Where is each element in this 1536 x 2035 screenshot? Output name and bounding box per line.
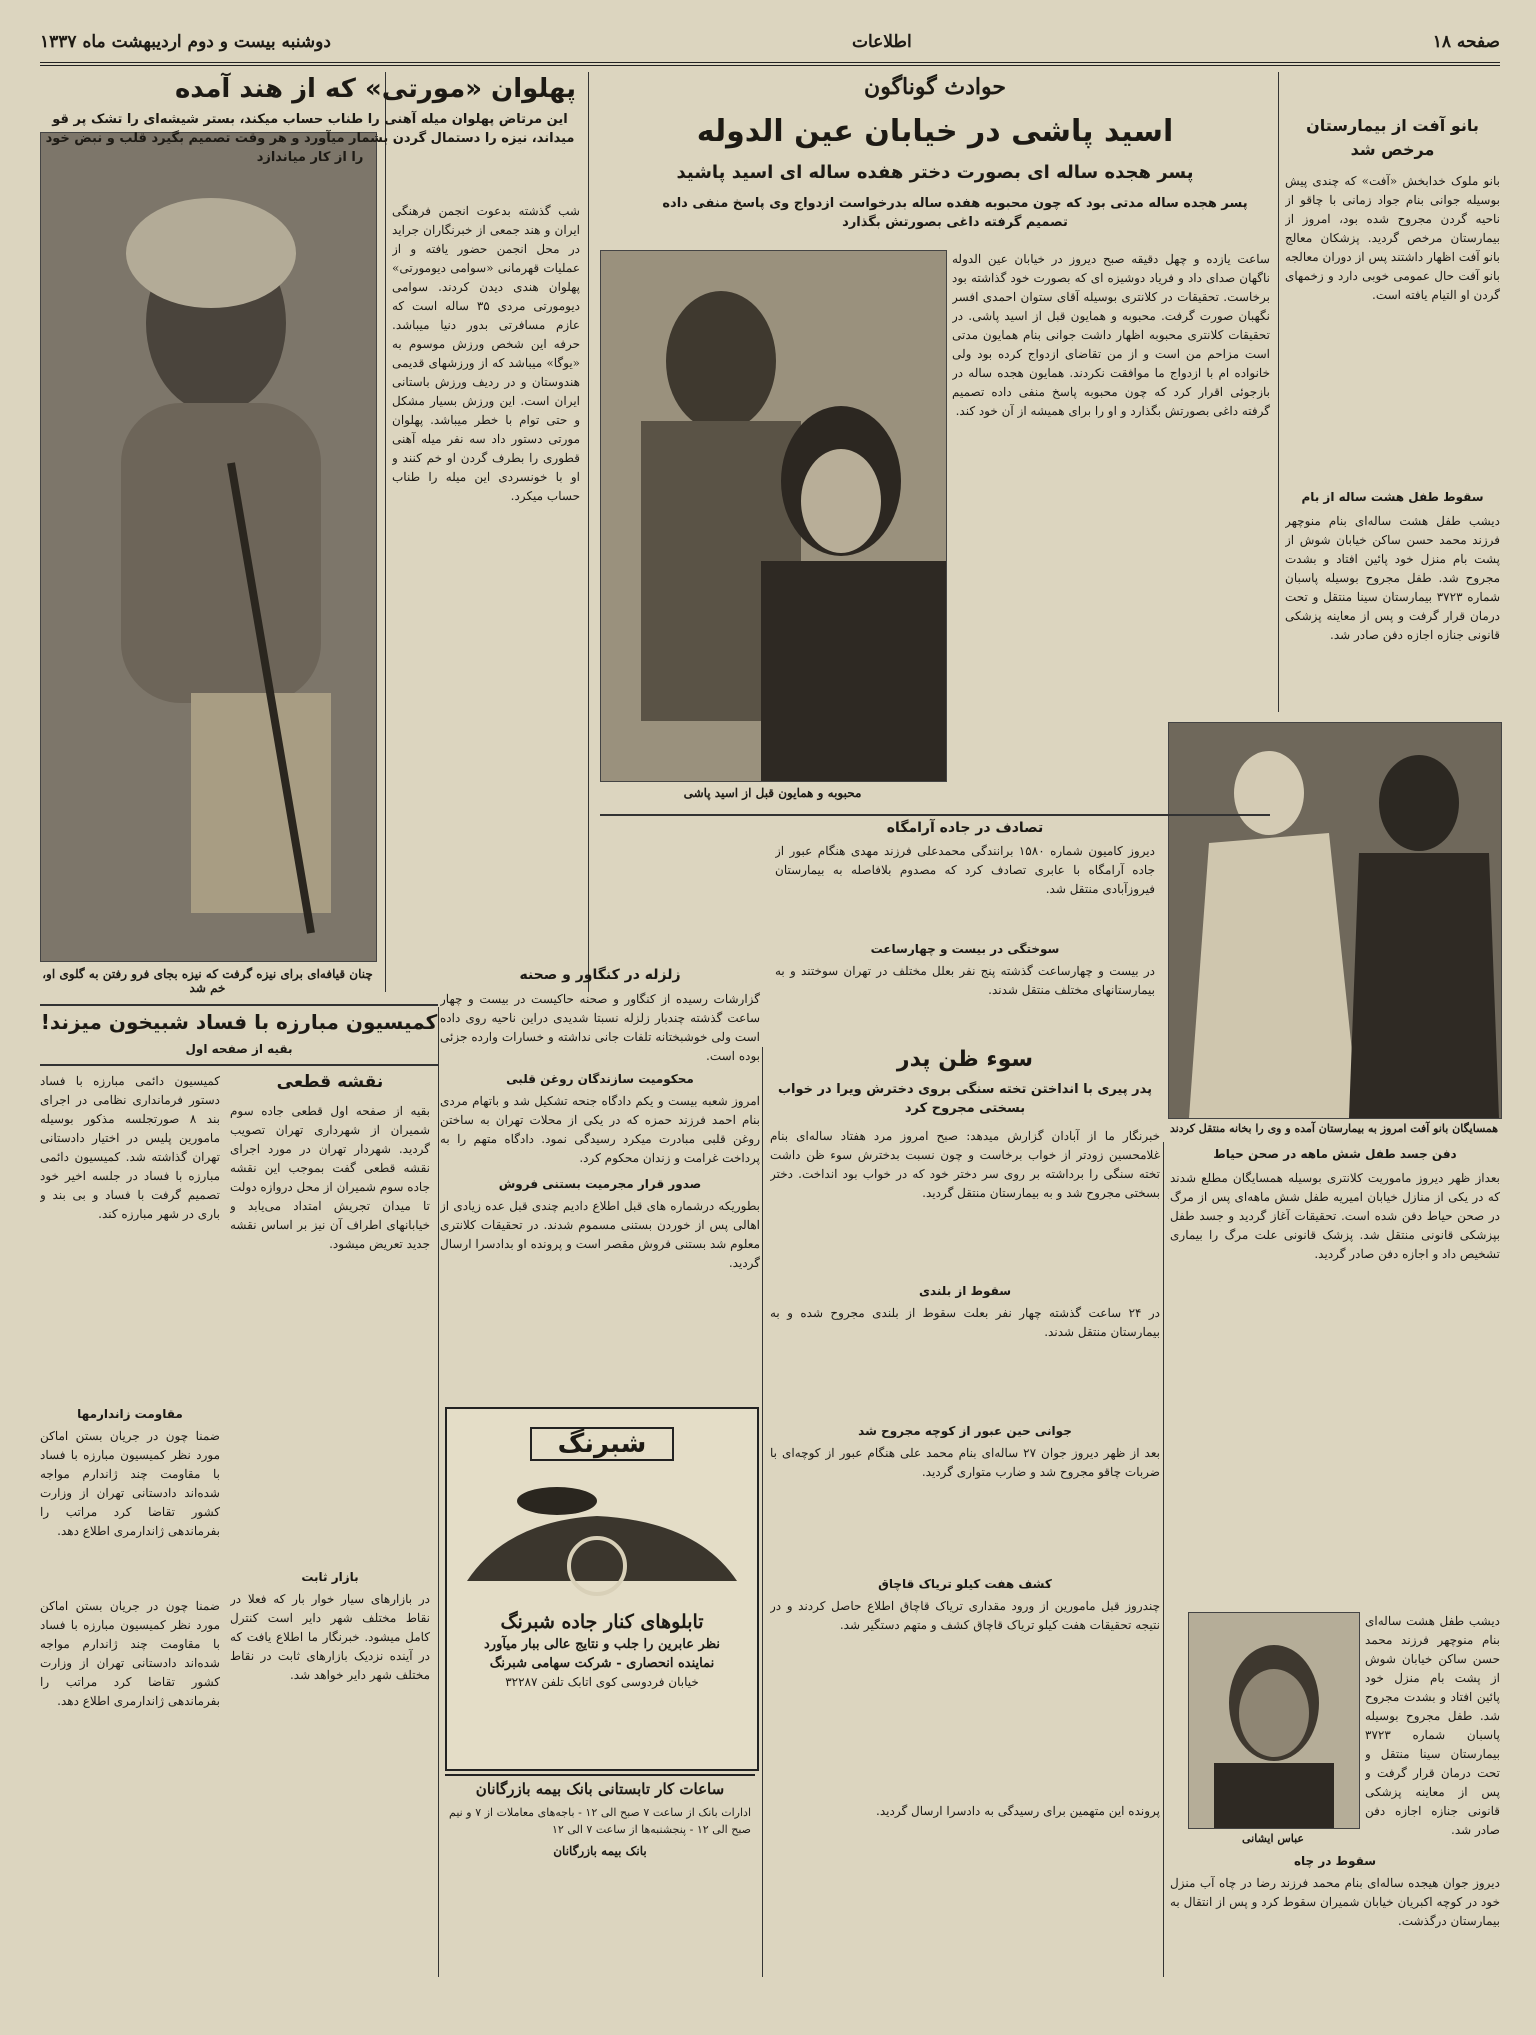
suspicion-headline: سوء ظن پدر — [896, 1047, 1034, 1072]
pahlavan-caption: چنان قیافه‌ای برای نیزه گرفت که نیزه بجای فرو رفتن به گلوی او، خم شد — [42, 967, 373, 995]
ad-line1: تابلوهای کنار جاده شبرنگ — [500, 1611, 704, 1633]
suspicion-sub4: کشف هفت کیلو تریاک قاچاق — [878, 1577, 1052, 1591]
rule — [1278, 72, 1279, 712]
pahlavan-article — [40, 74, 580, 167]
bank-body: ادارات بانک از ساعت ۷ صبح الی ۱۲ - باجه‌های معاملات از ۷ و نیم صبح الی ۱۲ - پنجشنبه‌ها از ساعت ۷ الی ۱۲ — [449, 1806, 752, 1836]
hospital-caption: همسایگان بانو آفت امروز به بیمارستان آمده و وی را بخانه منتقل کردند — [1169, 1122, 1499, 1135]
rule — [1163, 1142, 1164, 1977]
section-title: حوادث گوناگون — [864, 74, 1006, 100]
commission-body3-cont: ضمنا چون در جریان بستن اماکن مورد نظر کمیسیون مبارزه با فساد با مقاومت چند ژاندارم مواجه شده‌اند دادستانی تهران از وزارت کشور تقاضا کرد مراتب را بفرماندهی ژاندارمری اطلاع دهد. — [40, 1599, 220, 1708]
hospital-body: بانو ملوک خدابخش «آفت» که چندی پیش بوسیله جوانی بنام جواد زمانی با چاقو از ناحیه گردن مجروح شده بود، امروز از بیمارستان مرخص گردید. پزشکان معالج بانو آفت اظهار داشتند پس از دوران معالجه بانو آفت حال عمومی خوبی دارد و زخمهای گردن او التیام یافته است. — [1285, 174, 1500, 302]
lower-right-body: بعداز ظهر دیروز ماموریت کلانتری بوسیله همسایگان مطلع شدند که در یکی از منازل خیابان امیریه طفل شش ماهه‌ای پس از مرگ در صحن حیاط دفن شده است. تحقیقات آغاز گردید و جسد طفل بپزشکی قانونی منتقل شد. پزشک قانونی علت مرگ را بیماری تشخیص داد و اجازه دفن صادر گردید. — [1170, 1171, 1500, 1261]
car-illustration — [447, 1461, 753, 1611]
accident-sub: سوختگی در بیست و چهارساعت — [870, 942, 1060, 956]
quake-body3: بطوریکه درشماره های قبل اطلاع دادیم چندی قبل عده زیادی از اهالی پس از خوردن بستنی مسموم شدند. در تحقیقات کلانتری معلوم شد بستنی فروش مقصر است و پرونده او بدادسرا ارسال گردید. — [440, 1199, 760, 1270]
quake-body2: امروز شعبه بیست و یکم دادگاه جنحه تشکیل شد و باتهام مردی بنام احمد فرزند حمزه که در یکی از محلات تهران به ساختن روغن قلبی مبادرت میکرد رسیدگی نمود. دادگاه متهم را به پرداخت غرامت و زندان محکوم کرد. — [440, 1094, 760, 1165]
suspicion-body4: چندروز قبل مامورین از ورود مقداری تریاک قاچاق اطلاع حاصل کردند و در نتیجه تحقیقات هفت کیلو تریاک قاچاق کشف و متهم دستگیر شد. — [770, 1599, 1160, 1632]
commission-cont: بقیه از صفحه اول — [185, 1042, 293, 1056]
commission-headline: کمیسیون مبارزه با فساد شبیخون میزند! — [40, 1010, 438, 1034]
commission-sub1: نقشه قطعی — [276, 1072, 384, 1092]
main-deck: پسر هجده ساله مدتی بود که چون محبوبه هفده ساله بدرخواست ازدواج وی پاسخ منفی داده تصمیم گرفته داغی بصورتش بگذارد — [662, 196, 1248, 230]
page-number: صفحه ۱۸ — [1432, 32, 1500, 52]
shabrang-ad — [445, 1407, 759, 1771]
accident-body: دیروز کامیون شماره ۱۵۸۰ برانندگی محمدعلی فرزند مهدی هنگام عبور از جاده آرامگاه با عابری تصادف کرد که مصدوم بلافاصله به بیمارستان فیروزآبادی منتقل شد. — [775, 844, 1155, 896]
hospital-body2: دیشب طفل هشت ساله‌ای بنام منوچهر فرزند محمد حسن ساکن خیابان شوش از پشت بام منزل خود پائین افتاد و بشدت مجروح شد. طفل مجروح بوسیله پاسبان شماره ۳۷۲۳ بیمارستان سینا منتقل و تحت درمان قرار گرفت و پس از معاینه پزشکی قانونی جنازه اجازه دفن صادر شد. — [1285, 514, 1500, 642]
pahlavan-photo — [40, 132, 377, 962]
commission-body-mid: کمیسیون دائمی مبارزه با فساد دستور فرمانداری نظامی در اجرای بند ۸ صورتجلسه مذکور بوسیله مامورین پلیس در اختیار دادستانی تهران گذاشته شد. کمیسیون دائمی مبارزه با فساد در جلسه اخیر خود تصمیم گرفت با فساد و بی بند و باری در شهر مبارزه کند. — [40, 1074, 220, 1221]
commission-body1: بقیه از صفحه اول قطعی جاده سوم شمیران از شهرداری تهران تصویب گردید. شهردار تهران در مورد اجرای نقشه قطعی گفت بموجب این نقشه جاده سوم شمیران از محل دروازه دولت تا میدان تجریش امتداد می‌یابد و خیابانهای اطراف آن نیز بر اساس نقشه جدید تعریض میشود. — [230, 1104, 430, 1251]
commission-sub2: مقاومت زاندارمها — [77, 1407, 183, 1421]
bank-title: ساعات کار تابستانی بانک بیمه بازرگانان — [475, 1780, 725, 1798]
lower-right-body2: دیروز جوان هیجده ساله‌ای بنام محمد فرزند رضا در چاه آب منزل خود در کوچه اکبریان خیابان شمیران سقوط کرد و پس از انتقال به بیمارستان درگذشت. — [1170, 1876, 1500, 1928]
issue-date: دوشنبه بیست و دوم اردیبهشت ماه ۱۳۳۷ — [40, 32, 331, 52]
lower-right-sub: دفن جسد طفل شش ماهه در صحن حیاط — [1213, 1147, 1457, 1161]
accident-body2: در بیست و چهارساعت گذشته پنج نفر بعلل مختلف در تهران سوختند و به بیمارستانهای مختلف منتقل شدند. — [775, 964, 1155, 997]
ad-line3: نماینده انحصاری - شرکت سهامی شبرنگ — [489, 1656, 715, 1671]
rule — [588, 72, 589, 992]
rule — [40, 1004, 438, 1006]
suspicion-sub3: جوانی حین عبور از کوچه مجروح شد — [858, 1424, 1072, 1438]
quake-body: گزارشات رسیده از کنگاور و صحنه حاکیست در بیست و چهار ساعت گذشته چندبار زلزله نسبتا شدیدی دراین ناحیه روی داده است ولی خوشبختانه تلفات جانی نداشته و خسارات وارده جزئی بوده است. — [440, 992, 760, 1063]
hospital-sub: سقوط طفل هشت ساله از بام — [1301, 490, 1484, 504]
bank-notice — [445, 1774, 755, 1976]
main-body: ساعت یازده و چهل دقیقه صبح دیروز در خیابان عین الدوله ناگهان صدای داد و فریاد دوشیزه ای که بصورت خود گذاشته بود برخاست. تحقیقات در کلانتری بوسیله آقای ستوان احمدی افسر نگهبان صورت گرفت. محبوبه و همایون قبل از اسید پاشی. در تحقیقات کلانتری محبوبه اظهار داشت جوانی بنام همایون مدتی است مزاحم من است و از من تقاضای ازدواج کرده بود ولی خانواده ام با ازدواج ما موافقت نکردند. همایون هجده ساله در بازجوئی اقرار کرد که چون محبوبه پاسخ منفی داده تصمیم گرفته داغی بصورتش بگذارد و او را برای همیشه از آن خود کند. — [952, 252, 1270, 418]
suspicion-sub2: سقوط از بلندی — [918, 1284, 1012, 1298]
pahlavan-headline: پهلوان «مورتی» که از هند آمده — [174, 74, 576, 104]
suspicion-body: خبرنگار ما از آبادان گزارش میدهد: صبح امروز مرد هفتاد ساله‌ای بنام غلامحسین زودتر از خواب برخاست و چون نسبت بدخترش سوء ظن داشت تخته سنگی را برداشته بر روی سر دختر خود که در خواب بود انداخت. دختر بسختی مجروح شد و به بیمارستان منتقل گردید. — [770, 1129, 1160, 1200]
main-headline: اسید پاشی در خیابان عین الدوله — [696, 114, 1174, 149]
suspicion-body2: در ۲۴ ساعت گذشته چهار نفر بعلت سقوط از بلندی مجروح شده و به بیمارستان منتقل شدند. — [770, 1306, 1160, 1339]
bank-footer: بانک بیمه بازرگانان — [553, 1844, 647, 1858]
suspicion-body5: پرونده این متهمین برای رسیدگی به دادسرا ارسال گردید. — [876, 1804, 1160, 1818]
hospital-photo — [1168, 722, 1502, 1119]
quake-sub: محکومیت سازندگان روغن قلبی — [506, 1072, 694, 1086]
lower-right-sub2: سقوط در چاه — [1293, 1854, 1377, 1868]
suspicion-subhead: پدر پیری با انداختن تخته سنگی بروی دخترش ویرا در خواب بسختی مجروح کرد — [777, 1082, 1153, 1116]
couple-photo — [600, 250, 947, 782]
ad-line2: نظر عابرین را جلب و نتایج عالی ببار میآورد — [484, 1637, 720, 1652]
abbas-caption: عباس ایشانی — [1241, 1832, 1304, 1845]
commission-sub3: بازار ثابت — [301, 1570, 359, 1584]
hospital-headline: بانو آفت از بیمارستان مرخص شد — [1306, 116, 1479, 159]
rule — [600, 814, 1270, 816]
quake-headline: زلزله در کنگاور و صحنه — [519, 967, 681, 983]
pahlavan-deck: این مرتاض پهلوان میله آهنی را طناب حساب میکند، بستر شیشه‌ای را تشک پر قو میداند، نیزه را دستمال گردن بشمار میآورد و هر وقت تصمیم بگیرد قلب و نبض خود را از کار میاندازد — [45, 112, 575, 165]
rule — [438, 1007, 439, 1977]
rule — [762, 1047, 763, 1977]
quake-sub3: صدور قرار مجرمیت بستنی فروش — [498, 1177, 702, 1191]
paper-name: اطلاعات — [851, 32, 912, 52]
main-photo-caption: محبوبه و همایون قبل از اسید پاشی — [683, 786, 862, 800]
lower-right-body-cont: دیشب طفل هشت ساله‌ای بنام منوچهر فرزند محمد حسن ساکن خیابان شوش از پشت بام منزل خود پائین افتاد و بشدت مجروح شد. طفل مجروح بوسیله پاسبان شماره ۳۷۲۳ بیمارستان سینا منتقل و تحت درمان قرار گرفت و پس از معاینه پزشکی قانونی جنازه اجازه دفن صادر شد. — [1365, 1614, 1500, 1837]
commission-body3: در بازارهای سیار خوار بار که فعلا در نقاط مختلف شهر دایر است کنترل کامل میشود. خبرنگار ما اطلاع یافت که در آینده نزدیک بازارهای ثابت در نقاط مختلف شهر دایر خواهد شد. — [230, 1592, 430, 1682]
ad-line4: خیابان فردوسی کوی اتابک تلفن ۳۲۲۸۷ — [505, 1675, 699, 1689]
rule — [385, 72, 386, 992]
newspaper-page — [40, 22, 1500, 2012]
suspicion-body3: بعد از ظهر دیروز جوان ۲۷ ساله‌ای بنام محمد علی هنگام عبور از کوچه‌ای با ضربات چاقو مجروح شد و ضارب متواری گردید. — [770, 1446, 1160, 1479]
main-subhead: پسر هجده ساله ای بصورت دختر هفده ساله ای اسید پاشید — [676, 162, 1194, 183]
ad-brand: شبرنگ — [530, 1427, 674, 1461]
pahlavan-body: شب گذشته بدعوت انجمن فرهنگی ایران و هند جمعی از خبرنگاران جراید در محل انجمن حضور یافته و از عملیات قهرمانی «سوامی دیومورتی» پهلوان هندی دیدن کردند. سوامی دیومورتی مردی ۳۵ ساله است که عازم مسافرتی بدور دنیا میباشد. حرفه این شخص ورزش موسوم به «یوگا» میباشد که از ورزشهای قدیمی هندوستان و در ردیف ورزش باستانی ایران است. این ورزش بسیار مشکل و حتی توام با خطر میباشد. پهلوان مورتی دستور داد سه نفر میله آهنی قطوری را بطرف گردن او خم کنند و او با خونسردی این میله را طناب حساب میکرد. — [392, 204, 580, 503]
commission-body2: ضمنا چون در جریان بستن اماکن مورد نظر کمیسیون مبارزه با فساد با مقاومت چند ژاندارم مواجه شده‌اند دادستانی تهران از وزارت کشور تقاضا کرد مراتب را بفرماندهی ژاندارمری اطلاع دهد. — [40, 1429, 220, 1538]
abbas-photo — [1188, 1612, 1360, 1829]
rule — [40, 1064, 438, 1066]
masthead — [40, 22, 1500, 66]
accident-headline: تصادف در جاده آرامگاه — [886, 820, 1044, 836]
